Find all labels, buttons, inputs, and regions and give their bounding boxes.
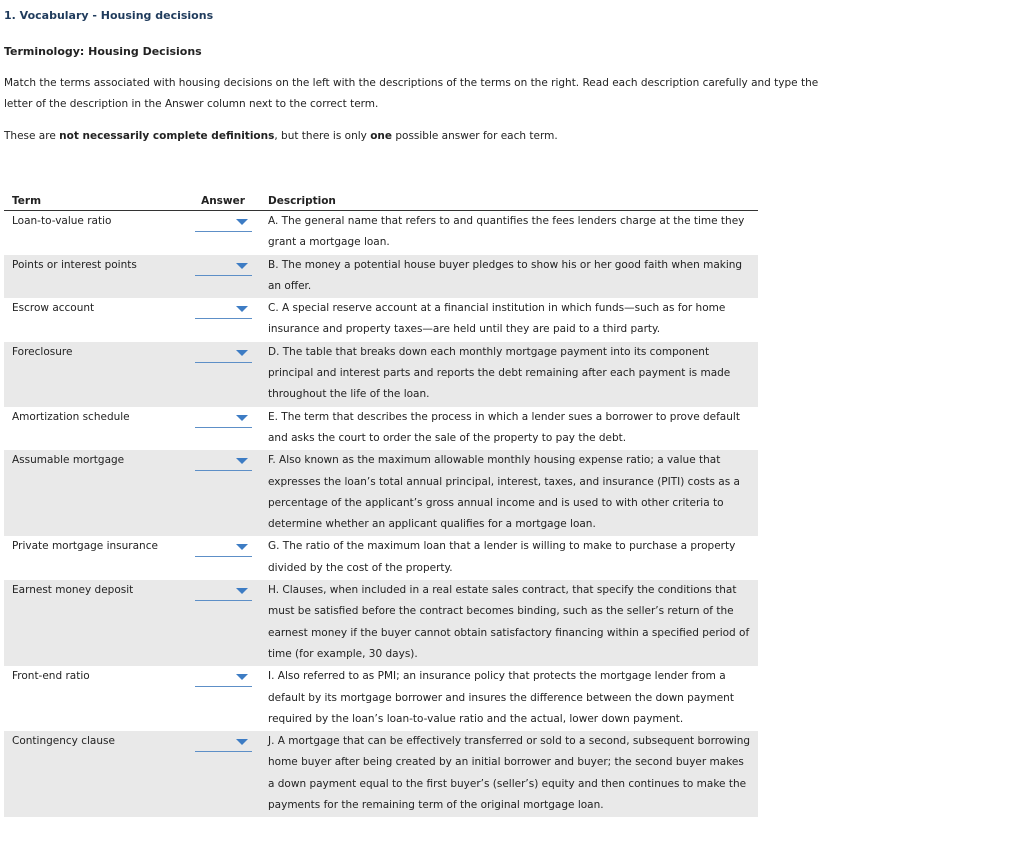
answer-dropdown[interactable] [195, 732, 252, 752]
answer-cell [180, 536, 266, 580]
term-cell: Points or interest points [4, 255, 180, 299]
term-cell: Front-end ratio [12, 670, 90, 683]
term-cell: Assumable mortgage [4, 450, 180, 536]
description-cell: G. The ratio of the maximum loan that a lender is willing to make to purchase a property divided by the cost of the property. [268, 540, 736, 574]
note-text [4, 126, 558, 147]
answer-dropdown[interactable] [195, 537, 252, 557]
description-cell: H. Clauses, when included in a real estate sales contract, that specify the conditions that must be satisfied before the contract becomes binding, such as the seller’s return of the earnest money if the buyer cannot obtain satisfactory financing within a specified period of time (for example, 30 days). [266, 580, 758, 666]
dropdown-arrow-icon[interactable] [236, 588, 248, 594]
description-cell: J. A mortgage that can be effectively transferred or sold to a second, subsequent borrowing home buyer after being created by an initial borrower and buyer; the second buyer makes a down payment equal to the first buyer’s (seller’s) equity and then continues to make the payments for the remaining term of the original mortgage loan. [266, 731, 758, 817]
answer-dropdown[interactable] [195, 256, 252, 276]
answer-dropdown[interactable] [195, 299, 252, 319]
answer-dropdown[interactable] [195, 581, 252, 601]
description-cell: C. A special reserve account at a financial institution in which funds—such as for home insurance and property taxes—are held until they are paid to a third party. [268, 302, 726, 336]
term-cell: Contingency clause [4, 731, 180, 817]
table-body [4, 211, 758, 818]
note-suffix: possible answer for each term. [392, 130, 558, 142]
dropdown-arrow-icon[interactable] [236, 674, 248, 680]
answer-cell [180, 450, 266, 536]
section-title: Terminology: Housing Decisions [4, 45, 202, 58]
matching-table [4, 192, 758, 817]
note-bold-2: one [370, 130, 393, 142]
note-prefix: These are [4, 130, 60, 142]
answer-cell [180, 255, 266, 299]
description-cell: D. The table that breaks down each monthly mortgage payment into its component principal and interest parts and reports the debt remaining after each payment is made throughout the life of the loan. [266, 342, 758, 407]
dropdown-arrow-icon[interactable] [236, 739, 248, 745]
term-cell: Earnest money deposit [4, 580, 180, 666]
table-row [4, 731, 758, 817]
description-column-header: Description [266, 192, 758, 211]
term-cell: Amortization schedule [12, 410, 130, 423]
dropdown-arrow-icon[interactable] [236, 350, 248, 356]
term-cell: Loan-to-value ratio [12, 215, 112, 227]
instructions-text: Match the terms associated with housing decisions on the left with the descriptions of the terms on the right. Read each description carefully and type the letter of the description in the Answer column next to the correct term. [4, 77, 819, 110]
answer-dropdown[interactable] [195, 451, 252, 471]
term-column-header: Term [4, 192, 180, 211]
answer-cell [180, 666, 266, 731]
table-row [4, 255, 758, 299]
description-cell: B. The money a potential house buyer pledges to show his or her good faith when making an offer. [266, 255, 758, 299]
answer-column-header: Answer [180, 192, 266, 211]
dropdown-arrow-icon[interactable] [236, 306, 248, 312]
table-row [4, 580, 758, 666]
term-cell: Foreclosure [4, 342, 180, 407]
dropdown-arrow-icon[interactable] [236, 544, 248, 550]
answer-dropdown[interactable] [195, 667, 252, 687]
description-cell: F. Also known as the maximum allowable monthly housing expense ratio; a value that expresses the loan’s total annual principal, interest, taxes, and insurance (PITI) costs as a percentage of the applicant’s gross annual income and is used to with other criteria to determine whether an applicant qualifies for a mortgage loan. [266, 450, 758, 536]
table-row [4, 211, 758, 255]
term-cell: Private mortgage insurance [12, 540, 158, 553]
dropdown-arrow-icon[interactable] [236, 219, 248, 225]
answer-dropdown[interactable] [195, 343, 252, 363]
dropdown-arrow-icon[interactable] [236, 415, 248, 421]
answer-cell [180, 580, 266, 666]
question-title: 1. Vocabulary - Housing decisions [4, 9, 214, 22]
table-header-row [4, 192, 758, 211]
dropdown-arrow-icon[interactable] [236, 263, 248, 269]
answer-dropdown[interactable] [195, 408, 252, 428]
table-row [4, 342, 758, 407]
description-cell: E. The term that describes the process in which a lender sues a borrower to prove default and asks the court to order the sale of the property to pay the debt. [268, 410, 740, 444]
term-cell: Escrow account [12, 302, 95, 315]
answer-dropdown[interactable] [195, 212, 252, 232]
answer-cell [180, 731, 266, 817]
answer-cell [180, 342, 266, 407]
answer-cell [180, 211, 266, 255]
answer-cell [180, 298, 266, 342]
answer-cell [180, 407, 266, 451]
table-row [4, 407, 758, 451]
table-row [4, 666, 758, 731]
note-middle: , but there is only [274, 130, 371, 142]
table-row [4, 536, 758, 580]
table-row [4, 298, 758, 342]
description-cell: I. Also referred to as PMI; an insurance policy that protects the mortgage lender from a default by its mortgage borrower and insures the difference between the down payment required by the loan’s loan-to-value ratio and the actual, lower down payment. [268, 670, 734, 725]
dropdown-arrow-icon[interactable] [236, 458, 248, 464]
note-bold-1: not necessarily complete definitions [59, 130, 275, 142]
description-cell: A. The general name that refers to and quantifies the fees lenders charge at the time they grant a mortgage loan. [268, 215, 745, 249]
table-row [4, 450, 758, 536]
